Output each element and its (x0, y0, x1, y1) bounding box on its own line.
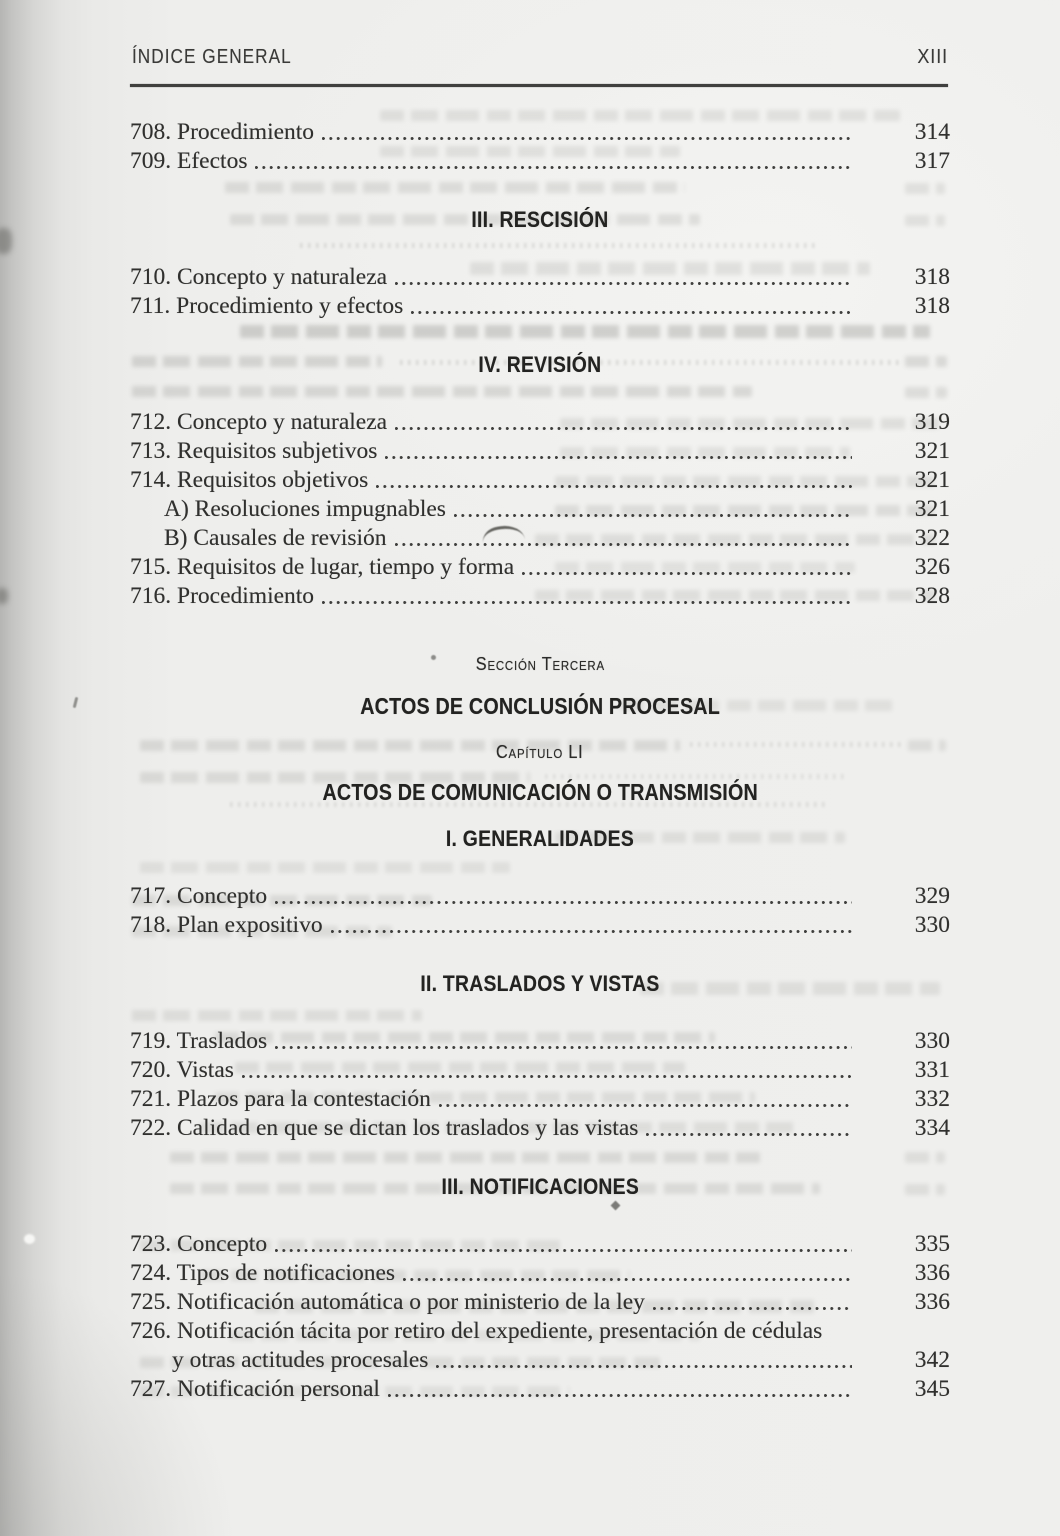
entry-page-number: 335 (914, 1231, 950, 1257)
toc-entry-row (130, 1114, 950, 1143)
toc-entry-row (130, 553, 950, 582)
dot-leader (388, 1392, 852, 1399)
entry-page-number: 342 (914, 1347, 950, 1373)
entry-label: B) Causales de revisión (164, 525, 387, 551)
entry-label: 711. Procedimiento y efectos (130, 293, 404, 319)
toc-entry-row (130, 882, 950, 911)
dot-leader (395, 280, 852, 287)
toc-heading-text: ACTOS DE CONCLUSIÓN PROCESAL (360, 693, 720, 719)
toc-heading (130, 691, 950, 721)
toc-heading-text: Sección Tercera (475, 653, 605, 674)
toc-entry-row (130, 1230, 950, 1259)
dot-leader (331, 928, 852, 935)
toc-heading-text: II. TRASLADOS Y VISTAS (420, 971, 660, 996)
dot-leader (255, 164, 852, 171)
entry-label: 722. Calidad en que se dictan los traslados y las vistas (130, 1115, 639, 1141)
scan-smudge-artifact (0, 228, 12, 254)
entry-label: 714. Requisitos objetivos (130, 467, 369, 493)
entry-label: A) Resoluciones impugnables (164, 496, 446, 522)
toc-heading (130, 649, 950, 679)
entry-page-number: 345 (914, 1376, 950, 1402)
header-rule (130, 84, 948, 87)
entry-page-number: 318 (914, 293, 950, 319)
entry-page-number: 330 (914, 1028, 950, 1054)
entry-label: 717. Concepto (130, 883, 268, 909)
toc-entry-row (130, 466, 950, 495)
entry-label: 718. Plan expositivo (130, 912, 323, 938)
running-header-title: ÍNDICE GENERAL (132, 46, 292, 68)
toc-entry-row (130, 582, 950, 611)
toc-heading-text: IV. REVISIÓN (478, 352, 602, 377)
dot-leader (646, 1131, 852, 1138)
dot-leader (653, 1305, 852, 1312)
dot-leader (522, 570, 852, 577)
entry-page-number: 330 (914, 912, 950, 938)
dot-leader (403, 1276, 852, 1283)
entry-label: 708. Procedimiento (130, 119, 315, 145)
toc-heading (130, 737, 950, 767)
dot-leader (275, 1247, 852, 1254)
toc-heading (130, 1172, 950, 1202)
toc-heading (130, 205, 950, 235)
entry-page-number: 321 (914, 467, 950, 493)
dot-leader (275, 1044, 852, 1051)
toc-entry-row (130, 495, 950, 524)
toc-entry-row (130, 1317, 950, 1346)
toc-entry-row (130, 524, 950, 553)
entry-label: 709. Efectos (130, 148, 248, 174)
toc-heading (130, 824, 950, 854)
dot-leader (395, 425, 852, 432)
entry-label: 724. Tipos de notificaciones (130, 1260, 396, 1286)
entry-page-number: 332 (914, 1086, 950, 1112)
dot-leader (395, 541, 852, 548)
entry-label: 725. Notificación automática o por ministerio de la ley (130, 1289, 645, 1315)
entry-page-number: 317 (914, 148, 950, 174)
dot-leader (242, 1073, 852, 1080)
entry-page-number: 336 (914, 1289, 950, 1315)
dot-leader (322, 599, 852, 606)
toc-entry-row (130, 1259, 950, 1288)
toc-heading-text: I. GENERALIDADES (445, 826, 635, 851)
toc-entry-row (130, 1085, 950, 1114)
entry-label: 723. Concepto (130, 1231, 268, 1257)
entry-label: 716. Procedimiento (130, 583, 315, 609)
entry-label: y otras actitudes procesales (172, 1347, 429, 1373)
dot-leader (411, 309, 852, 316)
entry-label: 715. Requisitos de lugar, tiempo y forma (130, 554, 515, 580)
toc-entry-row (130, 1288, 950, 1317)
toc-heading-text: Capítulo LI (496, 741, 584, 762)
entry-label: 726. Notificación tácita por retiro del expediente, presentación de cédulas (130, 1318, 823, 1344)
toc-entry-row (130, 1375, 950, 1404)
toc-entry-row (130, 911, 950, 940)
dot-leader (275, 899, 852, 906)
running-header (132, 46, 948, 69)
dot-leader (385, 454, 852, 461)
toc-entry-row (130, 1027, 950, 1056)
toc-entry-row (130, 437, 950, 466)
toc-entry-row (130, 292, 950, 321)
entry-page-number: 322 (914, 525, 950, 551)
entry-label: 721. Plazos para la contestación (130, 1086, 431, 1112)
entry-page-number: 329 (914, 883, 950, 909)
entry-page-number: 334 (914, 1115, 950, 1141)
scan-spot-artifact (24, 1234, 35, 1244)
toc-entry-row (130, 1056, 950, 1085)
entry-page-number: 328 (914, 583, 950, 609)
entry-label: 720. Vistas (130, 1057, 234, 1083)
toc-heading-text: III. NOTIFICACIONES (441, 1174, 639, 1199)
toc-entry-row (130, 118, 950, 147)
running-header-page-number: XIII (917, 46, 948, 68)
dot-leader (439, 1102, 852, 1109)
entry-page-number: 321 (914, 438, 950, 464)
scan-smudge-artifact (0, 588, 8, 604)
dot-leader (454, 512, 852, 519)
entry-label: 719. Traslados (130, 1028, 268, 1054)
entry-label: 712. Concepto y naturaleza (130, 409, 388, 435)
entry-label: 710. Concepto y naturaleza (130, 264, 388, 290)
toc-heading (130, 777, 950, 807)
entry-page-number: 319 (914, 409, 950, 435)
toc-heading (130, 969, 950, 999)
dot-leader (436, 1363, 852, 1370)
dot-leader (322, 135, 852, 142)
toc-entry-row (130, 147, 950, 176)
entry-label: 727. Notificación personal (130, 1376, 380, 1402)
toc-heading (130, 350, 950, 380)
toc-entry-row (130, 408, 950, 437)
entry-page-number: 314 (914, 119, 950, 145)
toc-entry-row (130, 1346, 950, 1375)
entry-page-number: 321 (914, 496, 950, 522)
entry-page-number: 336 (914, 1260, 950, 1286)
entry-page-number: 326 (914, 554, 950, 580)
toc-list (130, 118, 950, 1404)
entry-page-number: 318 (914, 264, 950, 290)
entry-label: 713. Requisitos subjetivos (130, 438, 378, 464)
scan-tick-artifact (73, 697, 79, 708)
toc-heading-text: III. RESCISIÓN (471, 207, 609, 232)
toc-entry-row (130, 263, 950, 292)
dot-leader (376, 483, 852, 490)
entry-page-number: 331 (914, 1057, 950, 1083)
toc-heading-text: ACTOS DE COMUNICACIÓN O TRANSMISIÓN (322, 779, 758, 805)
